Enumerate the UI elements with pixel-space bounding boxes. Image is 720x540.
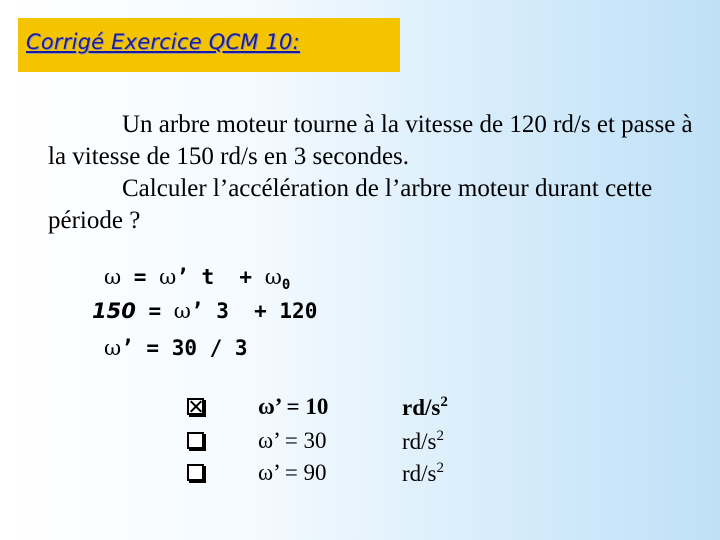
- answer-unit: [402, 460, 444, 487]
- answer-value: ω’ = 90: [258, 460, 327, 485]
- answer-value: ω’ = 30: [258, 428, 327, 453]
- omega-prime-symbol: ω: [159, 265, 177, 289]
- answer-unit: [402, 394, 448, 421]
- answer-option-3[interactable]: [0, 456, 720, 492]
- answer-option-2[interactable]: [0, 424, 720, 460]
- unit-exponent: 2: [440, 394, 448, 410]
- unit-text: rd/s: [402, 461, 437, 486]
- equation-line-2: [92, 299, 317, 323]
- equation-line-1: [104, 265, 290, 293]
- omega-zero-subscript: 0: [281, 277, 291, 293]
- equals-text: =: [135, 299, 174, 323]
- equation-lhs: 150: [92, 299, 136, 323]
- answer-option-1[interactable]: [0, 390, 720, 426]
- unit-text: rd/s: [402, 395, 441, 420]
- equation-tail: ’ = 30 / 3: [121, 336, 248, 360]
- omega-symbol: ω: [104, 265, 122, 289]
- equals-text: =: [121, 265, 160, 289]
- equation-tail: ’ 3 + 120: [190, 299, 318, 323]
- unit-exponent: 2: [436, 460, 444, 476]
- checkbox-icon[interactable]: [187, 432, 204, 449]
- omega-prime-symbol: ω: [104, 336, 122, 360]
- unit-text: rd/s: [402, 429, 437, 454]
- omega-prime-symbol: ω: [173, 299, 191, 323]
- problem-paragraph-2: Calculer l’accélération de l’arbre moteur durant cette période ?: [48, 175, 653, 234]
- checkbox-icon[interactable]: [187, 464, 204, 481]
- equation-line-3: [104, 336, 248, 360]
- equation-tail: ’ t +: [176, 265, 265, 289]
- problem-paragraph-1: Un arbre moteur tourne à la vitesse de 120 rd/s et passe à la vitesse de 150 rd/s en 3 secondes.: [48, 111, 693, 170]
- checkbox-checked-icon[interactable]: [187, 398, 204, 415]
- omega-zero-symbol: ω: [264, 265, 282, 289]
- page-title: Corrigé Exercice QCM 10:: [26, 30, 300, 54]
- problem-statement: [48, 109, 698, 237]
- unit-exponent: 2: [436, 428, 444, 444]
- answer-unit: [402, 428, 444, 455]
- answer-value: ω’ = 10: [258, 394, 329, 419]
- title-banner: [18, 18, 400, 72]
